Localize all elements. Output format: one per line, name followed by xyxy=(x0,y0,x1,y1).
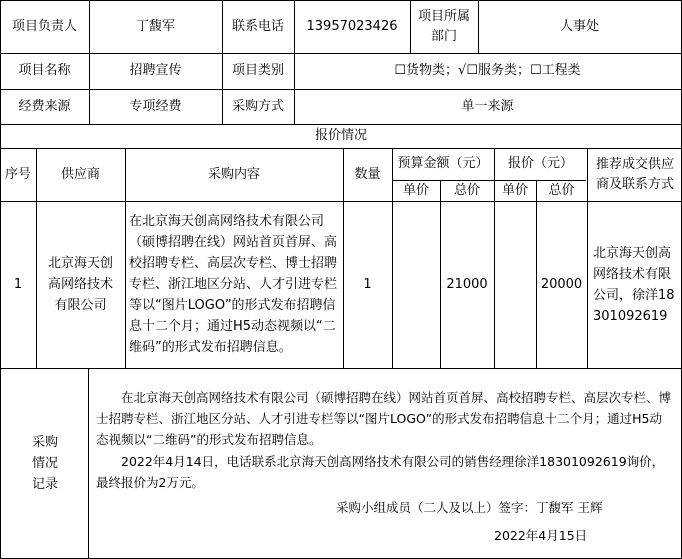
label-dept: 项目所属部门 xyxy=(417,9,470,44)
table-row-budget-total: 21000 xyxy=(446,276,488,292)
record-label: 采购情况记录 xyxy=(31,434,58,492)
col-header-no: 序号 xyxy=(4,166,31,182)
table-row-content: 在北京海天创高网络技术有限公司（硕博招聘在线）网站首页首屏、高校招聘专栏、高层次专栏、博士招聘专栏、浙江地区分站、人才引进专栏等以“图片LOGO”的形式发布招聘信息十二个月；通过H5动态视频以“二维码”的形式发布招聘信息。 xyxy=(129,214,338,355)
quote-section-title: 报价情况 xyxy=(314,128,367,143)
subheader-budget-unit-price: 单价 xyxy=(402,182,429,198)
col-header-qty: 数量 xyxy=(354,166,381,182)
col-header-recommend: 推荐成交供应商及联系方式 xyxy=(595,156,674,192)
value-project-name: 招聘宣传 xyxy=(129,63,182,78)
table-row-recommend: 北京海天创高网络技术有限公司，徐洋18301092619 xyxy=(593,245,675,324)
record-date: 2022年4月15日 xyxy=(494,528,588,543)
label-manager: 项目负责人 xyxy=(11,19,77,34)
record-signers: 采购小组成员（二人及以上）签字：丁馥军 王辉 xyxy=(336,500,603,515)
subheader-quote-total-price: 总价 xyxy=(548,182,575,198)
label-phone: 联系电话 xyxy=(231,19,284,34)
value-dept: 人事处 xyxy=(559,19,599,34)
label-category: 项目类别 xyxy=(231,63,284,78)
table-row-supplier: 北京海天创高网络技术有限公司 xyxy=(47,256,113,313)
col-header-budget: 预算金额（元） xyxy=(397,156,489,171)
col-header-supplier: 供应商 xyxy=(60,166,100,182)
table-row-quote-total: 20000 xyxy=(540,276,583,292)
value-method: 单一来源 xyxy=(461,98,514,114)
subheader-quote-unit-price: 单价 xyxy=(501,182,528,198)
table-row-no: 1 xyxy=(13,276,23,292)
value-category: ☐货物类；√☐服务类；☐工程类 xyxy=(394,63,581,78)
record-paragraph-2: 2022年4月14日，电话联系北京海天创高网络技术有限公司的销售经理徐洋18301092619询价，最终报价为2万元。 xyxy=(96,454,665,490)
col-header-quote: 报价（元） xyxy=(507,156,573,171)
record-paragraph-1: 在北京海天创高网络技术有限公司（硕博招聘在线）网站首页首屏、高校招聘专栏、高层次专栏、博士招聘专栏、浙江地区分站、人才引进专栏等以“图片LOGO”的形式发布招聘信息十二个月；通过H5动态视频以“二维码”的形式发布招聘信息。 xyxy=(96,390,672,447)
value-phone: 13957023426 xyxy=(306,19,398,34)
col-header-content: 采购内容 xyxy=(207,166,260,182)
label-project-name: 项目名称 xyxy=(18,63,71,78)
label-fund-source: 经费来源 xyxy=(18,98,71,114)
label-method: 采购方式 xyxy=(231,98,284,114)
subheader-budget-total-price: 总价 xyxy=(453,182,480,198)
value-manager: 丁馥军 xyxy=(135,19,175,34)
value-fund-source: 专项经费 xyxy=(129,98,182,114)
table-row-qty: 1 xyxy=(363,276,372,292)
